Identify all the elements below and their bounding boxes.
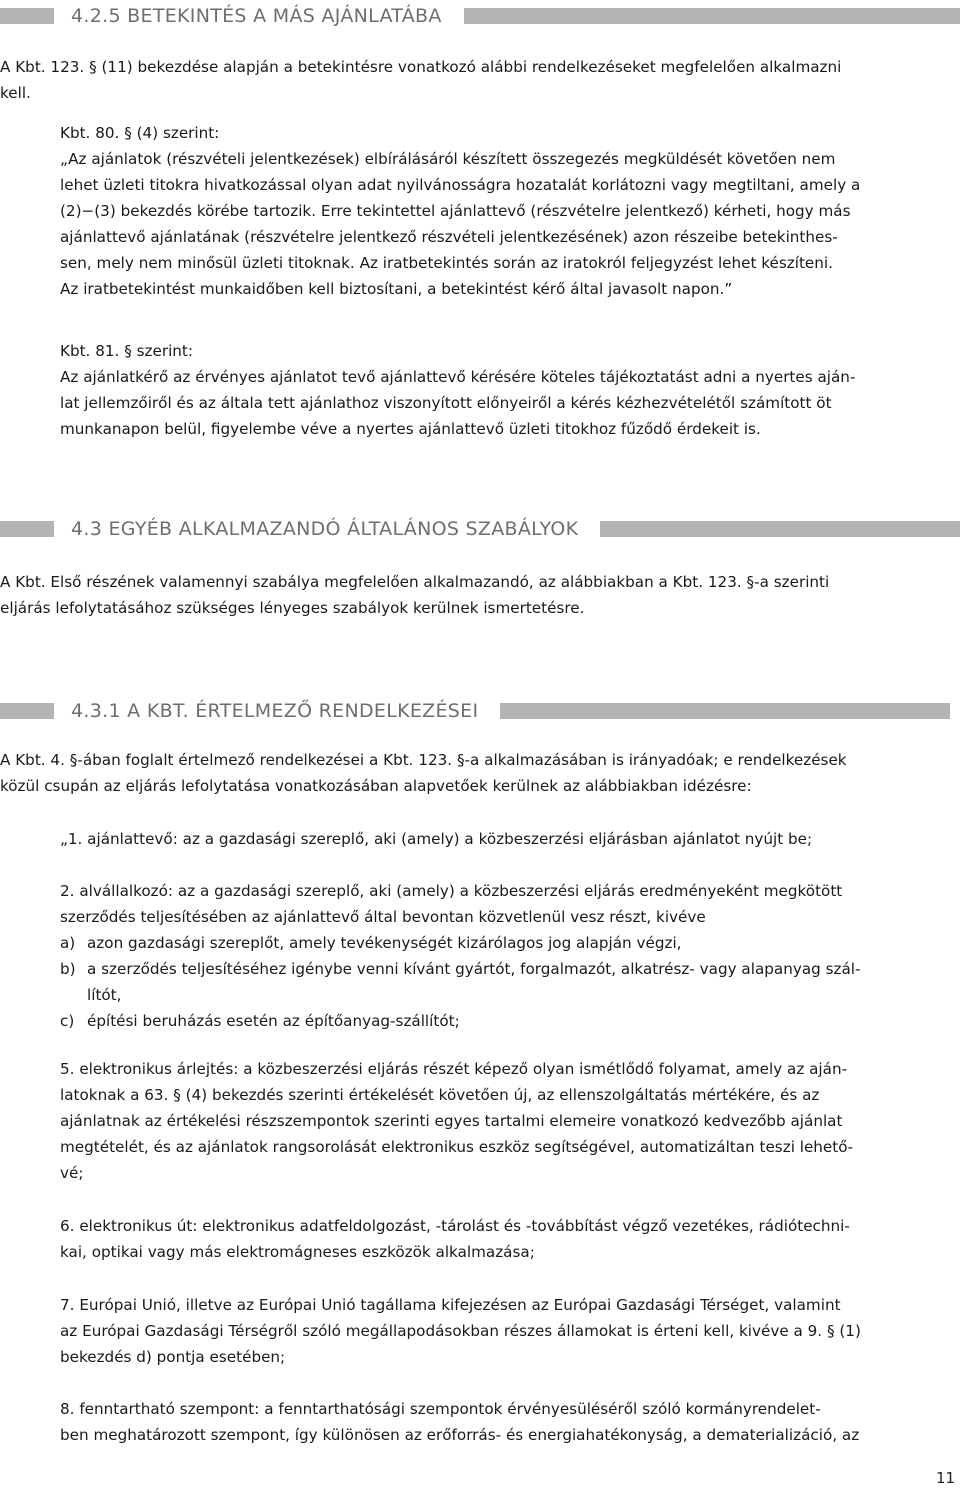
text-line: eljárás lefolytatásához szükséges lényeges szabályok kerülnek ismertetésre. [0,599,585,617]
heading-bar-right [464,8,960,24]
quote-intro: Kbt. 81. § szerint: [60,342,194,360]
text-line: ajánlattevő ajánlatának (részvételre jelentkező részvételi jelentkezésének) azon részeibe betekinthes- [60,228,838,246]
heading-text: 4.2.5 BETEKINTÉS A MÁS AJÁNLATÁBA [71,5,442,27]
text-line: az Európai Gazdasági Térségről szóló megállapodásokban részes államokat is érteni kell, kivéve a 9. § (1) [60,1322,861,1340]
definition-7 [60,1292,960,1370]
list-item-continuation [60,982,960,1008]
text-line: ben meghatározott szempont, így különösen az erőforrás- és energiahatékonyság, a dematerializáció, az [60,1426,860,1444]
definition-2 [60,878,960,1034]
list-item [60,1008,960,1034]
text-line: közül csupán az eljárás lefolytatása vonatkozásában alapvetőek kerülnek az alábbiakban idézésre: [0,777,752,795]
text-line: 7. Európai Unió, illetve az Európai Unió tagállama kifejezésen az Európai Gazdasági Térséget, valamint [60,1296,841,1314]
paragraph-4-3 [0,569,960,621]
page-number: 11 [936,1469,956,1487]
text-line: „1. ajánlattevő: az a gazdasági szereplő, aki (amely) a közbeszerzési eljárásban ajánlatot nyújt be; [60,830,813,848]
text-line: A Kbt. 4. §-ában foglalt értelmező rendelkezései a Kbt. 123. §-a alkalmazásában is irányadóak; e rendelkezések [0,751,847,769]
text-line: megtételét, és az ajánlatok rangsorolását elektronikus eszköz segítségével, automatizáltan teszi lehető- [60,1138,853,1156]
heading-text: 4.3 EGYÉB ALKALMAZANDÓ ÁLTALÁNOS SZABÁLYOK [71,518,579,540]
text-line: lat jellemzőiről és az általa tett ajánlathoz viszonyított előnyeiről a kérés kézhezvételétől számított öt [60,394,832,412]
heading-bar-right [600,521,960,537]
definition-5 [60,1056,960,1186]
text-line: A Kbt. 123. § (11) bekezdése alapján a betekintésre vonatkozó alábbi rendelkezéseket megfelelően alkalmazni [0,58,842,76]
list-text: a szerződés teljesítéséhez igénybe venni kívánt gyártót, forgalmazót, alkatrész- vagy alapanyag szál- [87,960,861,978]
heading-bar-left [0,521,54,537]
text-line: kai, optikai vagy más elektromágneses eszközök alkalmazása; [60,1243,535,1261]
heading-bar-left [0,703,54,719]
list-label: a) [60,934,76,952]
text-line: 2. alvállalkozó: az a gazdasági szereplő, aki (amely) a közbeszerzési eljárás eredményeként megkötött [60,882,843,900]
paragraph-intro [0,54,960,106]
quote-kbt-81 [60,338,960,442]
list-label: b) [60,960,76,978]
heading-bar-left [0,8,54,24]
list-text: építési beruházás esetén az építőanyag-szállítót; [87,1012,460,1030]
text-line: munkanapon belül, figyelembe véve a nyertes ajánlattevő üzleti titokhoz fűződő érdekeit is. [60,420,761,438]
definition-8 [60,1396,960,1448]
quote-intro: Kbt. 80. § (4) szerint: [60,124,220,142]
paragraph-4-3-1 [0,747,960,799]
text-line: kell. [0,84,31,102]
heading-bar-right [500,703,950,719]
list-item [60,956,960,982]
definition-1 [60,826,960,852]
section-heading-4-2-5 [0,5,960,27]
text-line: „Az ajánlatok (részvételi jelentkezések) elbírálásáról készített összegezés megküldését követően nem [60,150,836,168]
list-item [60,930,960,956]
definition-6 [60,1213,960,1265]
text-line: Az ajánlatkérő az érvényes ajánlatot tevő ajánlattevő kérésére köteles tájékoztatást adni a nyertes aján- [60,368,856,386]
text-line: sen, mely nem minősül üzleti titoknak. Az iratbetekintés során az iratokról feljegyzést lehet készíteni. [60,254,833,272]
text-line: Az iratbetekintést munkaidőben kell biztosítani, a betekintést kérő által javasolt napon.” [60,280,733,298]
text-line: (2)−(3) bekezdés körébe tartozik. Erre tekintettel ajánlattevő (részvételre jelentkező) kérheti, hogy más [60,202,851,220]
heading-text: 4.3.1 A KBT. ÉRTELMEZŐ RENDELKEZÉSEI [71,700,479,722]
text-line: 6. elektronikus út: elektronikus adatfeldolgozást, -tárolást és -továbbítást végző vezetékes, rádiótechni- [60,1217,850,1235]
list-text: lítót, [87,986,122,1004]
text-line: vé; [60,1164,84,1182]
text-line: A Kbt. Első részének valamennyi szabálya megfelelően alkalmazandó, az alábbiakban a Kbt. 123. §-a szerinti [0,573,830,591]
text-line: latoknak a 63. § (4) bekezdés szerinti értékelését követően új, az ellenszolgáltatás mértékére, és az [60,1086,820,1104]
list-text: azon gazdasági szereplőt, amely tevékenységét kizárólagos jog alapján végzi, [87,934,682,952]
text-line: 8. fenntartható szempont: a fenntarthatósági szempontok érvényesüléséről szóló kormányrendelet- [60,1400,821,1418]
section-heading-4-3 [0,518,960,540]
text-line: lehet üzleti titokra hivatkozással olyan adat nyilvánosságra hozatalát korlátozni vagy megtiltani, amely a [60,176,861,194]
list-label: c) [60,1012,75,1030]
section-heading-4-3-1 [0,700,960,722]
text-line: szerződés teljesítésében az ajánlattevő által bevontan közvetlenül vesz részt, kivéve [60,908,706,926]
text-line: ajánlatnak az értékelési részszempontok szerinti egyes tartalmi elemeire vonatkozó kedvezőbb ajánlat [60,1112,843,1130]
text-line: bekezdés d) pontja esetében; [60,1348,286,1366]
quote-kbt-80 [60,120,960,302]
text-line: 5. elektronikus árlejtés: a közbeszerzési eljárás részét képező olyan ismétlődő folyamat, amely az aján- [60,1060,848,1078]
